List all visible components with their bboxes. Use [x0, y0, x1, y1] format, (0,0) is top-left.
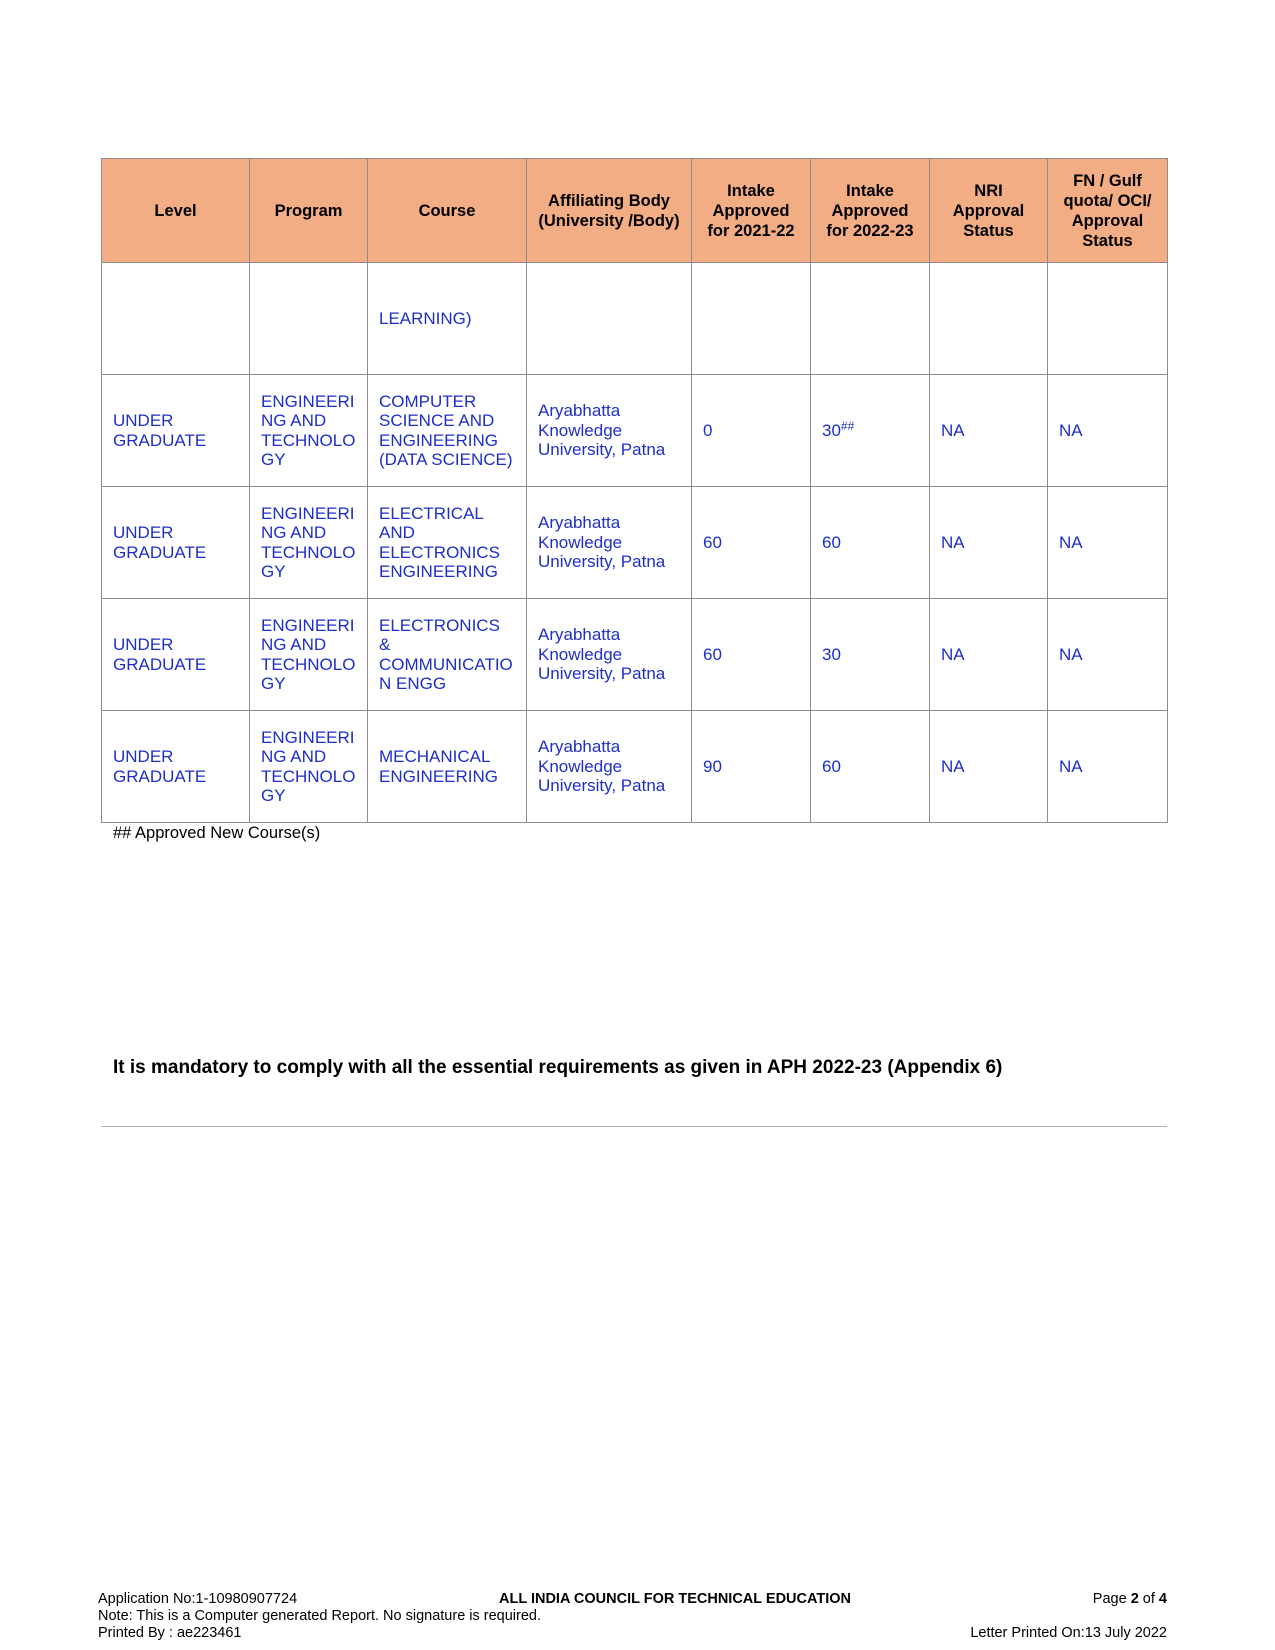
cell-fn-gulf: NA: [1048, 375, 1168, 487]
cell-course: ELECTRONICS & COMMUNICATIO N ENGG: [368, 599, 527, 711]
cell-intake-2223: [811, 263, 930, 375]
cell-nri: NA: [930, 375, 1048, 487]
cell-intake-2223: 60: [811, 487, 930, 599]
mandatory-compliance-text: It is mandatory to comply with all the essential requirements as given in APH 2022-23 (Appendix 6): [113, 1057, 1003, 1078]
cell-affiliating: Aryabhatta Knowledge University, Patna: [527, 599, 692, 711]
footer-council-name: ALL INDIA COUNCIL FOR TECHNICAL EDUCATION: [499, 1591, 852, 1607]
cell-intake-2122: 60: [692, 487, 811, 599]
table-row: [102, 375, 1168, 487]
intake-value: 30: [822, 420, 841, 440]
cell-nri: NA: [930, 711, 1048, 823]
cell-fn-gulf: NA: [1048, 487, 1168, 599]
cell-program: ENGINEERI NG AND TECHNOLO GY: [250, 711, 368, 823]
header-program: Program: [250, 159, 368, 263]
cell-program: ENGINEERI NG AND TECHNOLO GY: [250, 599, 368, 711]
footer-note: Note: This is a Computer generated Report. No signature is required.: [98, 1608, 542, 1624]
footer-letter-printed-date: Letter Printed On:13 July 2022: [970, 1625, 1167, 1641]
cell-affiliating: Aryabhatta Knowledge University, Patna: [527, 375, 692, 487]
header-level: Level: [102, 159, 250, 263]
cell-course: ELECTRICAL AND ELECTRONICS ENGINEERING: [368, 487, 527, 599]
cell-course: COMPUTER SCIENCE AND ENGINEERING (DATA SCIENCE): [368, 375, 527, 487]
cell-intake-2223: 30: [811, 599, 930, 711]
footer-application-no: Application No:1-10980907724: [98, 1591, 298, 1607]
table-row: [102, 711, 1168, 823]
cell-intake-2122: [692, 263, 811, 375]
cell-level: UNDER GRADUATE: [102, 375, 250, 487]
cell-intake-2122: 90: [692, 711, 811, 823]
page-prefix: Page: [1092, 1591, 1131, 1607]
footer-page-number: [1093, 1591, 1167, 1608]
header-intake-2022-23: Intake Approved for 2022-23: [811, 159, 930, 263]
footer-printed-by: Printed By : ae223461: [98, 1625, 242, 1641]
cell-nri: NA: [930, 487, 1048, 599]
header-nri-status: NRI Approval Status: [930, 159, 1048, 263]
cell-fn-gulf: NA: [1048, 599, 1168, 711]
header-fn-gulf-status: FN / Gulf quota/ OCI/ Approval Status: [1048, 159, 1168, 263]
cell-affiliating: Aryabhatta Knowledge University, Patna: [527, 711, 692, 823]
page-total: 4: [1158, 1591, 1167, 1607]
table-row-continued: [102, 263, 1168, 375]
cell-intake-2122: 60: [692, 599, 811, 711]
cell-nri: [930, 263, 1048, 375]
table-row: [102, 599, 1168, 711]
cell-program: [250, 263, 368, 375]
cell-intake-2122: 0: [692, 375, 811, 487]
page-current: 2: [1130, 1591, 1139, 1607]
cell-affiliating: [527, 263, 692, 375]
cell-program: ENGINEERI NG AND TECHNOLO GY: [250, 375, 368, 487]
cell-fn-gulf: [1048, 263, 1168, 375]
page-of: of: [1138, 1591, 1159, 1607]
table-row: [102, 487, 1168, 599]
intake-table: [101, 158, 1168, 823]
header-course: Course: [368, 159, 527, 263]
cell-nri: NA: [930, 599, 1048, 711]
cell-affiliating: Aryabhatta Knowledge University, Patna: [527, 487, 692, 599]
new-course-marker: ##: [840, 418, 855, 433]
cell-level: UNDER GRADUATE: [102, 599, 250, 711]
divider: [101, 1126, 1167, 1127]
cell-intake-2223: [811, 375, 930, 487]
cell-course: MECHANICAL ENGINEERING: [368, 711, 527, 823]
cell-fn-gulf: NA: [1048, 711, 1168, 823]
cell-course: LEARNING): [368, 263, 527, 375]
approved-new-course-note: ## Approved New Course(s): [113, 824, 321, 842]
table-header-row: [102, 159, 1168, 263]
cell-level: [102, 263, 250, 375]
cell-program: ENGINEERI NG AND TECHNOLO GY: [250, 487, 368, 599]
cell-intake-2223: 60: [811, 711, 930, 823]
cell-level: UNDER GRADUATE: [102, 487, 250, 599]
cell-level: UNDER GRADUATE: [102, 711, 250, 823]
header-intake-2021-22: Intake Approved for 2021-22: [692, 159, 811, 263]
header-affiliating-body: Affiliating Body (University /Body): [527, 159, 692, 263]
